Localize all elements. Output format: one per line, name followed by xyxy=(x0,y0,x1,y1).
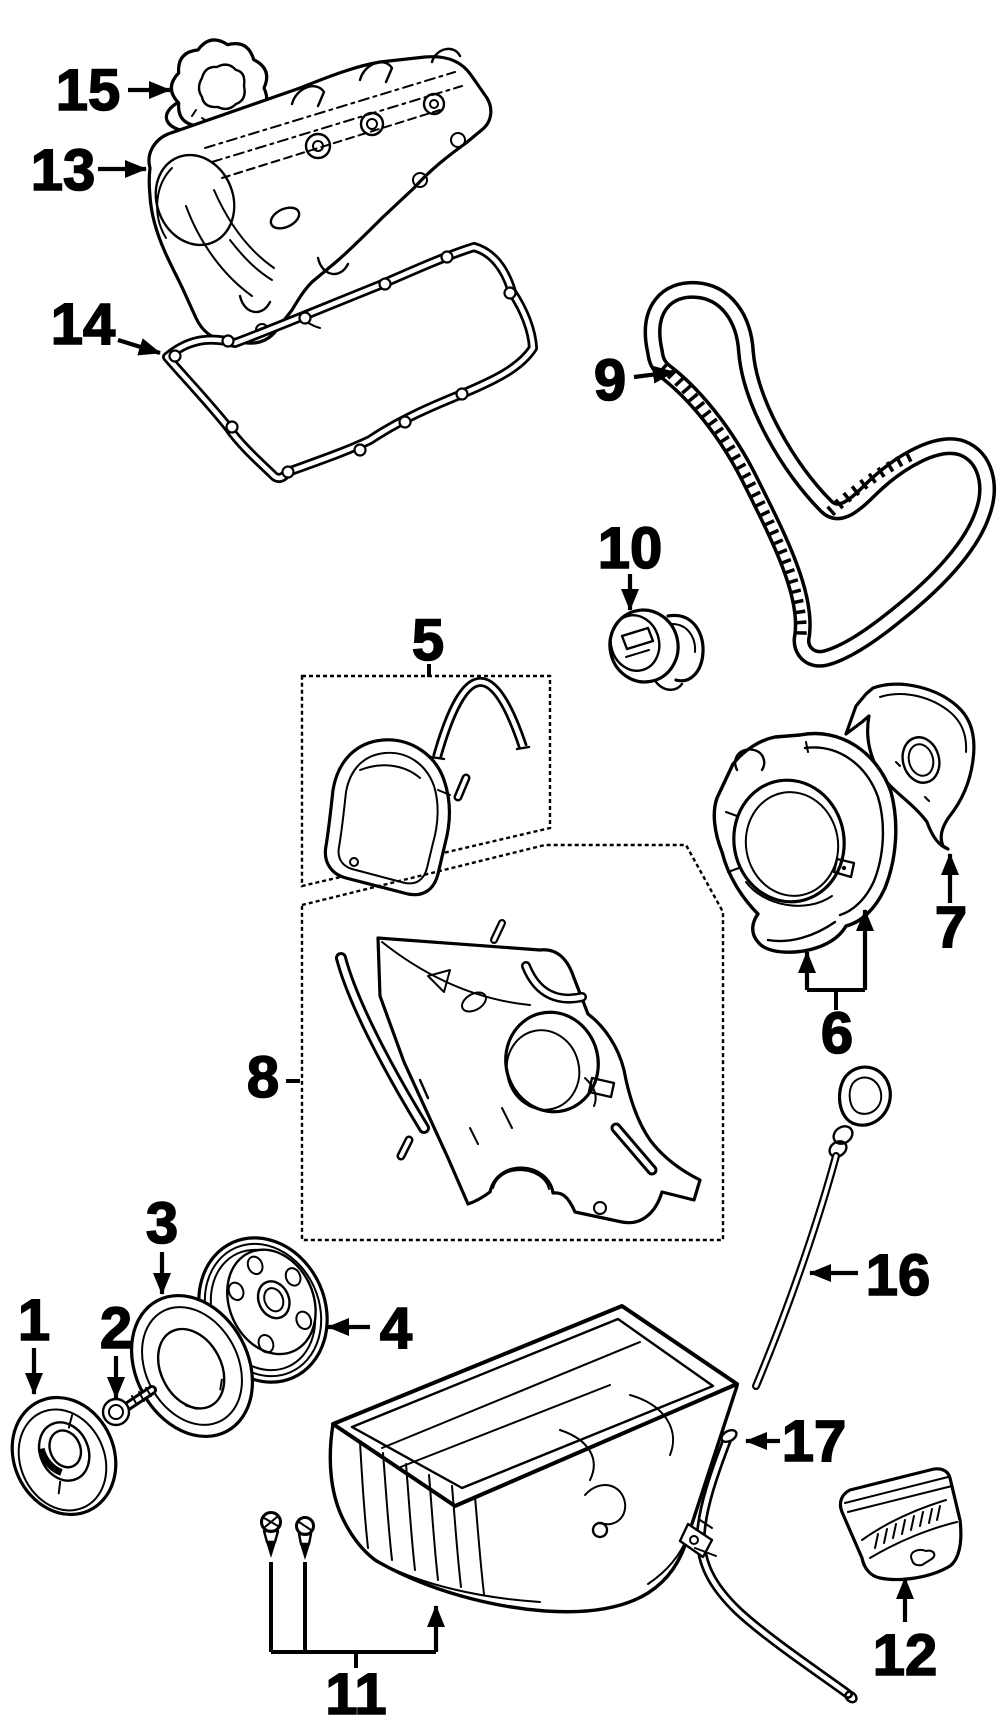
callout-17-label[interactable]: 17 xyxy=(781,1409,847,1474)
callout-15-label[interactable]: 15 xyxy=(55,58,121,123)
callout-11-label[interactable]: 11 xyxy=(325,1662,387,1726)
callout-4 xyxy=(328,1296,412,1361)
callout-12-label[interactable]: 12 xyxy=(872,1623,938,1688)
callout-15 xyxy=(56,58,170,123)
callout-16-label[interactable]: 16 xyxy=(865,1243,931,1308)
callout-13-label[interactable]: 13 xyxy=(30,138,96,203)
callout-10-label[interactable]: 10 xyxy=(597,516,663,581)
callout-3-label[interactable]: 3 xyxy=(145,1191,179,1256)
pulley-bolt-drawing xyxy=(103,1388,152,1425)
callout-17 xyxy=(746,1409,846,1474)
callout-14 xyxy=(51,292,160,357)
callout-14-arrow xyxy=(118,340,160,353)
callout-1-label[interactable]: 1 xyxy=(17,1288,51,1353)
callout-9-label[interactable]: 9 xyxy=(593,348,627,413)
belt-teeth xyxy=(663,366,801,638)
timing-belt-drawing xyxy=(653,290,987,659)
front-timing-cover-group xyxy=(302,845,723,1240)
callout-6-label[interactable]: 6 xyxy=(820,1001,854,1066)
rear-timing-cover-drawing xyxy=(714,734,896,953)
callout-7 xyxy=(935,854,967,960)
callout-5 xyxy=(412,608,444,677)
callout-11 xyxy=(271,1562,436,1726)
dipstick-drawing xyxy=(756,1067,890,1386)
callout-4-label[interactable]: 4 xyxy=(379,1296,413,1361)
upper-timing-cover-group xyxy=(302,676,550,895)
callout-10 xyxy=(598,516,663,610)
callout-5-label[interactable]: 5 xyxy=(411,608,445,673)
callout-2-label[interactable]: 2 xyxy=(99,1296,133,1361)
callout-2 xyxy=(100,1296,132,1398)
callout-13 xyxy=(31,138,146,203)
belt-tensioner-drawing xyxy=(603,604,703,690)
callout-8 xyxy=(247,1045,300,1110)
callout-14-label[interactable]: 14 xyxy=(50,292,116,357)
callout-7-label[interactable]: 7 xyxy=(934,895,968,960)
callout-12 xyxy=(873,1578,938,1688)
oil-filter-drawing xyxy=(840,1469,960,1580)
callout-1 xyxy=(18,1288,50,1394)
callout-8-label[interactable]: 8 xyxy=(246,1045,280,1110)
callout-3 xyxy=(146,1191,178,1294)
callout-16 xyxy=(810,1243,930,1308)
oil-pan-bolts-drawing xyxy=(262,1513,314,1561)
